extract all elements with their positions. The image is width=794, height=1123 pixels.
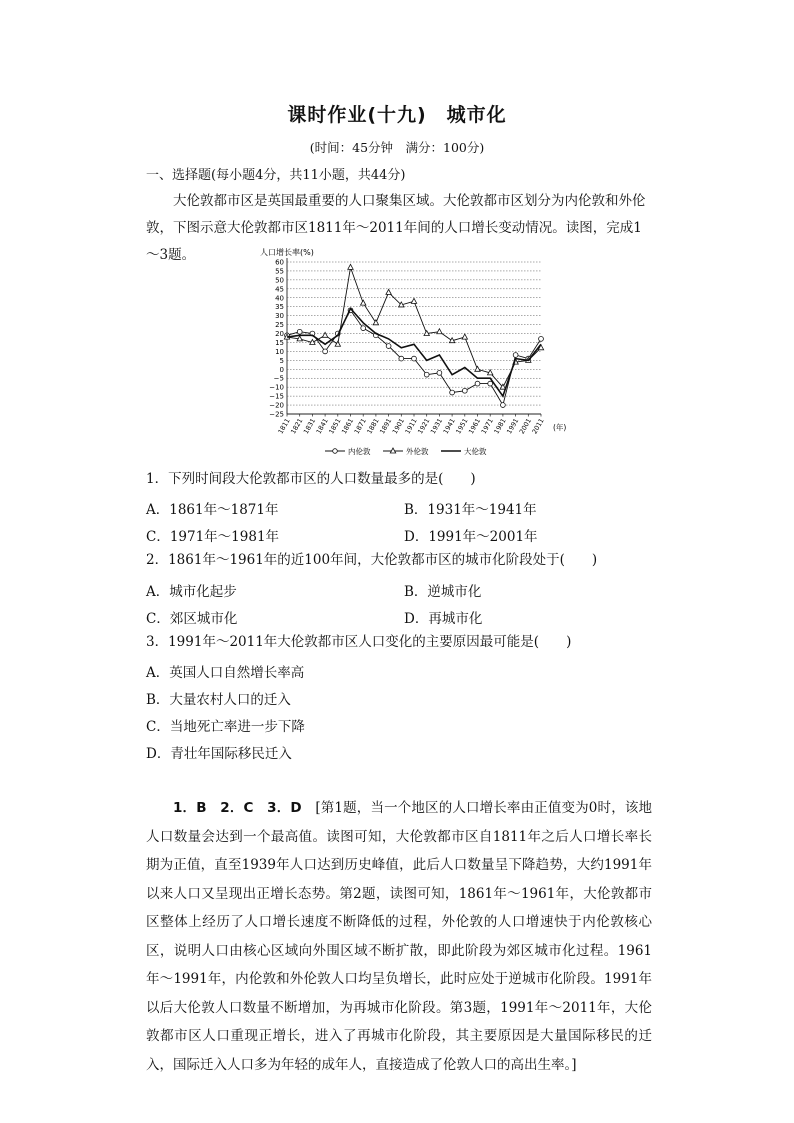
x-tick-label: 1841 (314, 417, 330, 436)
q3-option-a: A．英国人口自然增长率高 (146, 665, 305, 681)
q3-option-d: D．青壮年国际移民迁入 (146, 746, 292, 762)
x-tick-label: 1951 (454, 417, 470, 436)
y-tick-label: 0 (279, 365, 284, 374)
y-tick-label: 35 (275, 303, 284, 312)
y-tick-label: −10 (269, 383, 284, 392)
q3-option-c: C．当地死亡率进一步下降 (146, 719, 305, 735)
q1-option-a: A．1861年～1871年 (146, 502, 279, 518)
point-内伦敦 (297, 329, 302, 334)
legend-marker-triangle (390, 448, 395, 453)
chart-ylabel: 人口增长率(%) (260, 248, 314, 257)
q1-option-b: B．1931年～1941年 (404, 502, 537, 518)
point-内伦敦 (462, 388, 467, 393)
question-2: 2．1861年～1961年的近100年间，大伦敦都市区的城市化阶段处于( ) (146, 552, 598, 568)
point-内伦敦 (361, 326, 366, 331)
q1-option-c: C．1971年～1981年 (146, 529, 280, 545)
x-tick-label: 1811 (276, 417, 292, 436)
y-tick-label: 20 (275, 330, 284, 339)
x-tick-label: 1881 (365, 417, 381, 436)
x-tick-label: 1981 (492, 417, 508, 436)
point-外伦敦 (335, 341, 340, 346)
section-heading: 一、选择题(每小题4分，共11小题，共44分) (146, 168, 406, 183)
q1-option-d: D．1991年～2001年 (404, 529, 538, 545)
point-内伦敦 (323, 349, 328, 354)
point-内伦敦 (424, 372, 429, 377)
point-外伦敦 (348, 264, 353, 269)
chart-xlabel: (年) (553, 423, 567, 432)
q3-option-b: B．大量农村人口的迁入 (146, 692, 291, 708)
point-外伦敦 (475, 366, 480, 371)
point-外伦敦 (386, 289, 391, 294)
population-growth-chart (255, 244, 565, 462)
y-tick-label: −25 (269, 410, 284, 419)
q2-option-d: D．再城市化 (404, 611, 483, 627)
x-tick-label: 1871 (352, 417, 368, 436)
legend-label-内伦敦: 内伦敦 (348, 447, 371, 456)
x-tick-label: 1861 (340, 417, 356, 436)
y-tick-label: 10 (275, 347, 284, 356)
y-tick-label: 25 (275, 321, 284, 330)
x-tick-label: 1941 (441, 417, 457, 436)
point-内伦敦 (475, 381, 480, 386)
y-tick-label: −15 (269, 392, 284, 401)
x-tick-label: 1891 (378, 417, 394, 436)
point-内伦敦 (539, 336, 544, 341)
x-tick-label: 1851 (327, 417, 343, 436)
page-title: 课时作业(十九) 城市化 (287, 104, 507, 126)
point-外伦敦 (462, 334, 467, 339)
y-tick-label: −20 (269, 401, 284, 410)
x-tick-label: 1961 (467, 417, 483, 436)
y-tick-label: 55 (275, 267, 284, 276)
y-tick-label: −5 (273, 374, 284, 383)
x-tick-label: 1831 (301, 417, 318, 436)
point-内伦敦 (399, 356, 404, 361)
point-内伦敦 (513, 353, 518, 358)
legend-marker-circle (333, 449, 338, 454)
point-外伦敦 (437, 329, 442, 334)
point-内伦敦 (501, 403, 506, 408)
point-内伦敦 (386, 344, 391, 349)
point-外伦敦 (361, 300, 366, 305)
y-tick-label: 15 (275, 338, 284, 347)
point-外伦敦 (322, 332, 327, 337)
x-tick-label: 1821 (289, 417, 305, 436)
y-tick-label: 5 (279, 356, 284, 365)
answer-explanation (146, 794, 652, 1079)
legend-label-外伦敦: 外伦敦 (406, 447, 429, 456)
answer-key: 1．B 2．C 3．D (173, 800, 302, 816)
x-tick-label: 1911 (403, 417, 419, 436)
point-内伦敦 (437, 370, 442, 375)
chart-svg (255, 244, 565, 462)
point-外伦敦 (411, 298, 416, 303)
x-tick-label: 2011 (530, 417, 546, 436)
explanation-text: [第1题，当一个地区的人口增长率由正值变为0时，该地人口数量会达到一个最高值。读图可知，大伦敦都市区自1811年之后人口增长率长期为正值，直至1939年人口达到历史峰值，此后人口数量呈下降趋势，大约1991年以来人口又呈现出正增长态势。第2题，读图可知，1861年～1961年，大伦敦都市区整体上经历了人口增长速度不断降低的过程，外伦敦的人口增速快于内伦敦核心区，说明人口由核心区域向外围区域不断扩散，即此阶段为郊区城市化过程。1961年～1991年，内伦敦和外伦敦人口均呈负增长，此时应处于逆城市化阶段。1991年以后大伦敦人口数量不断增加，为再城市化阶段。第3题，1991年～2011年，大伦敦都市区人口重现正增长，进入了再城市化阶段，其主要原因是大量国际移民的迁入，国际迁入人口多为年轻的成年人，直接造成了伦敦人口的高出生率。] (146, 800, 652, 1073)
question-3: 3．1991年～2011年大伦敦都市区人口变化的主要原因最可能是( ) (146, 634, 572, 650)
chart-legend (325, 446, 487, 456)
y-tick-label: 40 (275, 294, 284, 303)
q2-option-a: A．城市化起步 (146, 584, 237, 600)
q2-option-c: C．郊区城市化 (146, 611, 238, 627)
x-tick-label: 1931 (428, 417, 445, 436)
point-内伦敦 (412, 356, 417, 361)
q2-option-b: B．逆城市化 (404, 584, 482, 600)
question-1: 1．下列时间段大伦敦都市区的人口数量最多的是( ) (146, 471, 476, 487)
x-tick-label: 1971 (479, 417, 495, 436)
y-tick-label: 50 (275, 276, 284, 285)
point-内伦敦 (450, 390, 455, 395)
y-tick-label: 45 (275, 285, 284, 294)
x-tick-label: 2001 (517, 417, 534, 436)
y-tick-label: 60 (275, 258, 284, 267)
x-tick-label: 1921 (416, 417, 432, 436)
y-tick-label: 30 (275, 312, 284, 321)
time-score-info: (时间：45分钟 满分：100分) (309, 140, 485, 155)
legend-label-大伦敦: 大伦敦 (464, 447, 487, 456)
x-tick-label: 1901 (390, 417, 407, 436)
x-tick-label: 1991 (505, 417, 521, 436)
intro-paragraph: 大伦敦都市区是英国最重要的人口聚集区域。大伦敦都市区划分为内伦敦和外伦敦，下图示意大伦敦都市区1811年～2011年间的人口增长变动情况。读图，完成1～3题。 (146, 193, 646, 263)
